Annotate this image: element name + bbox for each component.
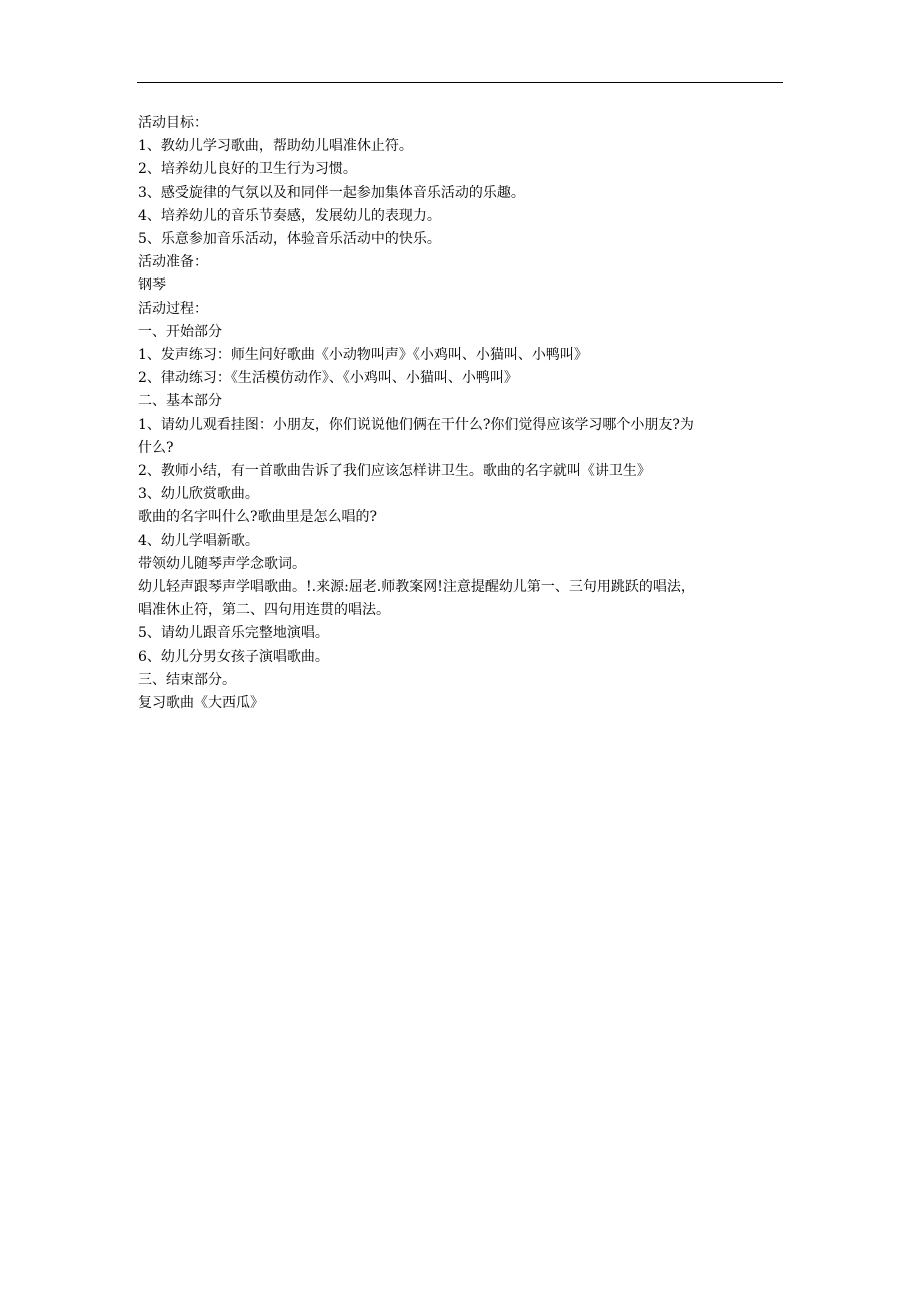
process-step: 5、请幼儿跟音乐完整地演唱。 xyxy=(138,625,329,642)
subsection-heading: 二、基本部分 xyxy=(138,393,222,410)
closing-item: 复习歌曲《大西瓜》 xyxy=(138,695,264,712)
section-heading-preparation: 活动准备： xyxy=(138,254,208,271)
process-detail-continuation: 唱准休止符，第二、四句用连贯的唱法。 xyxy=(138,602,390,619)
process-step: 1、请幼儿观看挂图：小朋友，你们说说他们俩在干什么?你们觉得应该学习哪个小朋友?为 xyxy=(138,416,694,433)
process-detail: 带领幼儿随琴声学念歌词。 xyxy=(138,555,306,572)
process-step: 1、发声练习：师生问好歌曲《小动物叫声》《小鸡叫、小猫叫、小鸭叫》 xyxy=(138,347,588,364)
goal-item: 1、教幼儿学习歌曲，帮助幼儿唱准休止符。 xyxy=(138,138,413,155)
process-detail: 歌曲的名字叫什么?歌曲里是怎么唱的? xyxy=(138,509,378,526)
goal-item: 4、培养幼儿的音乐节奏感，发展幼儿的表现力。 xyxy=(138,207,441,224)
process-detail: 幼儿轻声跟琴声学唱歌曲。!.来源:屈老.师教案网!注意提醒幼儿第一、三句用跳跃的唱法， xyxy=(138,579,695,596)
goal-item: 5、乐意参加音乐活动，体验音乐活动中的快乐。 xyxy=(138,231,441,248)
preparation-item: 钢琴 xyxy=(138,277,166,294)
process-step-continuation: 什么? xyxy=(138,439,174,456)
process-step: 4、幼儿学唱新歌。 xyxy=(138,532,259,549)
header-rule xyxy=(137,82,783,83)
process-step: 2、教师小结，有一首歌曲告诉了我们应该怎样讲卫生。歌曲的名字就叫《讲卫生》 xyxy=(138,463,651,480)
section-heading-goals: 活动目标： xyxy=(138,115,208,131)
goal-item: 2、培养幼儿良好的卫生行为习惯。 xyxy=(138,161,357,178)
document-body xyxy=(138,112,788,715)
process-step: 6、幼儿分男女孩子演唱歌曲。 xyxy=(138,648,329,665)
process-step: 2、律动练习：《生活模仿动作》、《小鸡叫、小猫叫、小鸭叫》 xyxy=(138,370,518,387)
subsection-heading: 三、结束部分。 xyxy=(138,671,236,688)
section-heading-process: 活动过程： xyxy=(138,300,208,317)
subsection-heading: 一、开始部分 xyxy=(138,323,222,340)
goal-item: 3、感受旋律的气氛以及和同伴一起参加集体音乐活动的乐趣。 xyxy=(138,184,525,201)
process-step: 3、幼儿欣赏歌曲。 xyxy=(138,486,259,503)
